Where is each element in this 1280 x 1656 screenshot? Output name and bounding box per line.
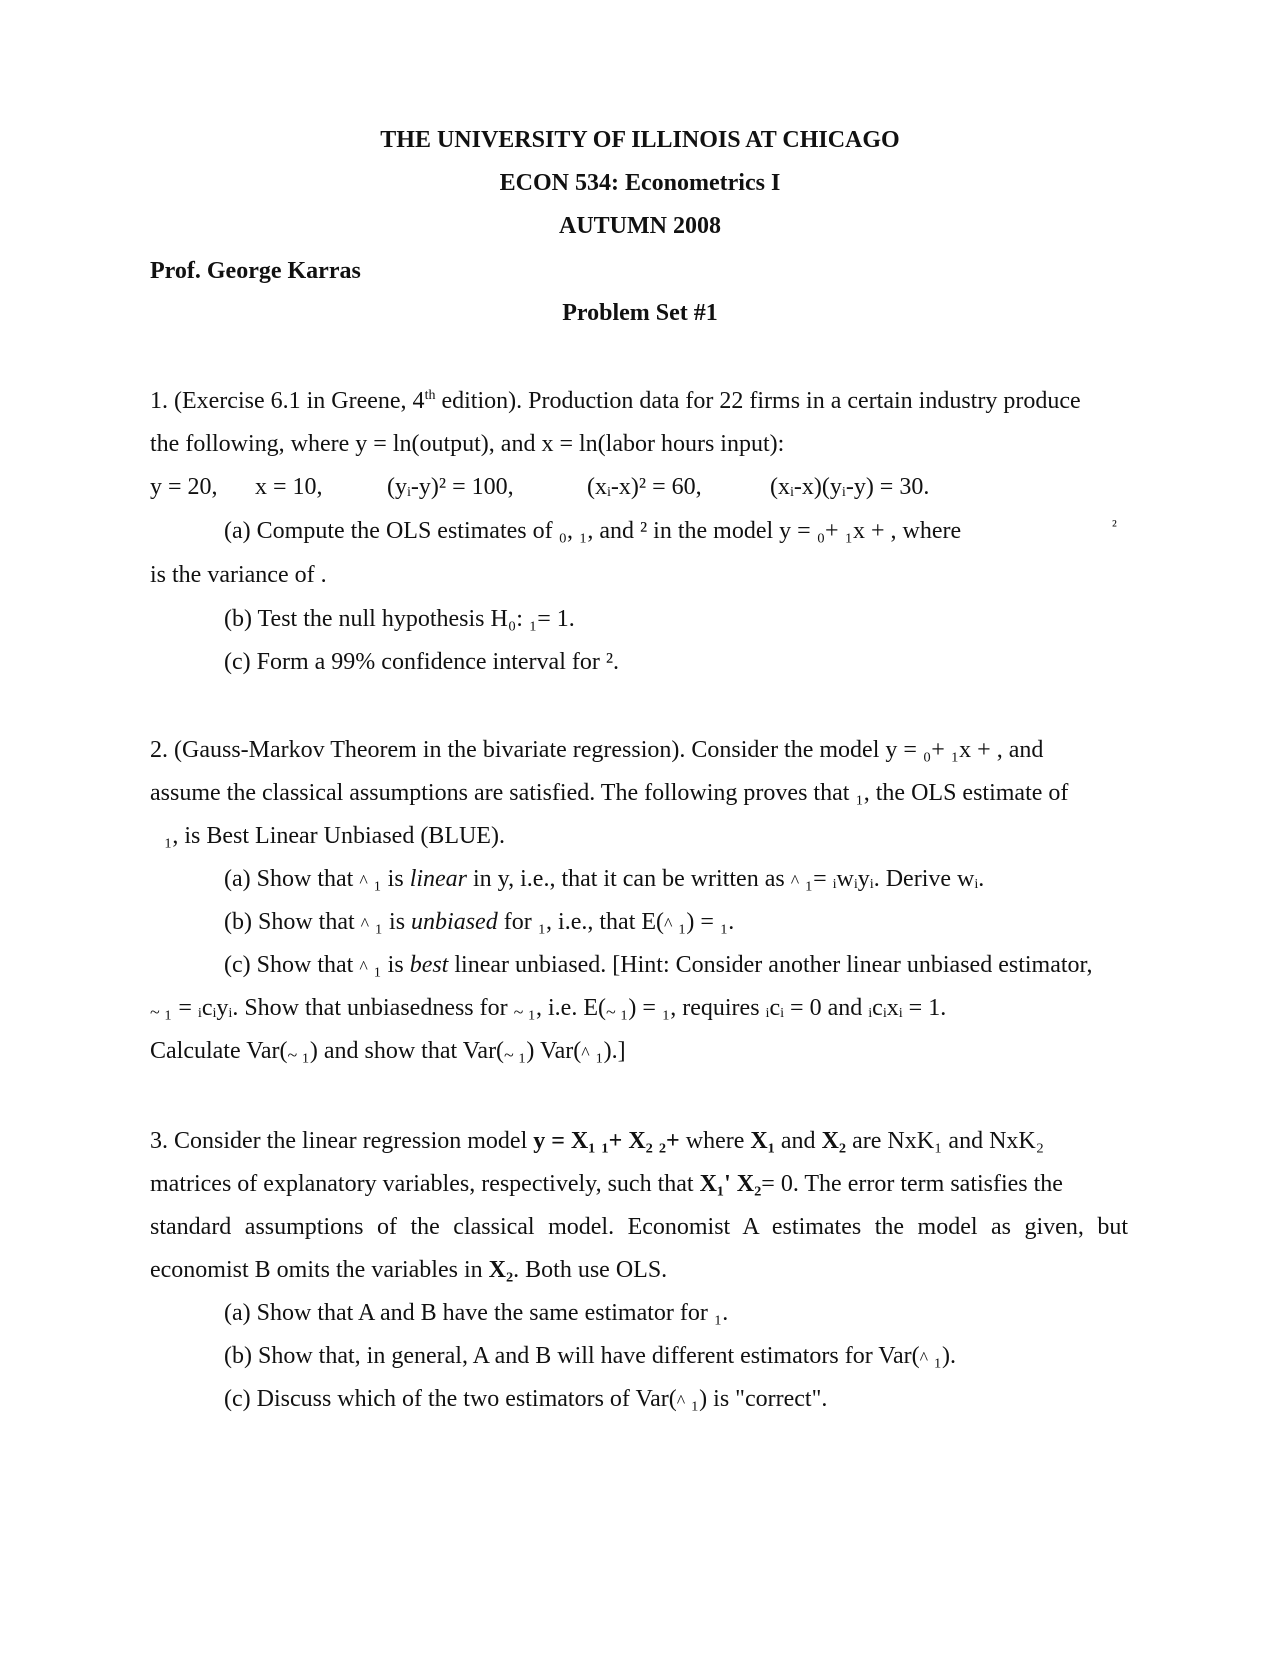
professor-name: Prof. George Karras bbox=[150, 258, 361, 284]
stat-ybar: y = 20, bbox=[150, 474, 218, 500]
problem-2c-cont: ₁ = ᵢcᵢyᵢ. Show that unbiasedness for ₁, i.e. E( ₁) = ₁, requires ᵢcᵢ = 0 and ᵢcᵢxᵢ = 1. bbox=[164, 995, 947, 1021]
problem-1a-cont: is the variance of . bbox=[150, 562, 327, 588]
problem-3-line-3: standard assumptions of the classical model. Economist A estimates the model as given, but bbox=[150, 1214, 1128, 1240]
problem-3-line-1: 3. Consider the linear regression model y = X₁ ₁+ X₂ ₂+ where X₁ and X₂ are NxK₁ and NxK₂ bbox=[150, 1128, 1045, 1154]
problem-1a: (a) Compute the OLS estimates of ₀, ₁, and ² in the model y = ₀+ ₁x + , where bbox=[224, 518, 962, 544]
problem-2-line-2: assume the classical assumptions are satisfied. The following proves that ₁, the OLS estimate of bbox=[150, 780, 1069, 806]
stat-sxy: (xᵢ-x)(yᵢ-y) = 30. bbox=[770, 474, 930, 500]
stat-syy: (yᵢ-y)² = 100, bbox=[387, 474, 514, 500]
problem-1c: (c) Form a 99% confidence interval for ². bbox=[224, 649, 620, 675]
problem-2c-var: Calculate Var( ₁) and show that Var( ₁) Var( ₁).] bbox=[150, 1038, 626, 1064]
problem-1b: (b) Test the null hypothesis H₀: ₁= 1. bbox=[224, 606, 575, 632]
problem-3b: (b) Show that, in general, A and B will have different estimators for Var( ₁). bbox=[224, 1343, 956, 1369]
term: AUTUMN 2008 bbox=[559, 213, 721, 239]
problem-3-line-4: economist B omits the variables in X₂. Both use OLS. bbox=[150, 1257, 668, 1283]
problem-3a: (a) Show that A and B have the same estimator for ₁. bbox=[224, 1300, 729, 1326]
problem-3-line-2: matrices of explanatory variables, respectively, such that X₁' X₂= 0. The error term satisfies the bbox=[150, 1171, 1063, 1197]
problem-1a-superscript: ² bbox=[1112, 518, 1117, 535]
university-name: THE UNIVERSITY OF ILLINOIS AT CHICAGO bbox=[380, 127, 900, 153]
problem-2b: (b) Show that ₁ is unbiased for ₁, i.e., that E( ₁) = ₁. bbox=[224, 909, 735, 935]
stat-xbar: x = 10, bbox=[255, 474, 323, 500]
problem-2a: (a) Show that ₁ is linear in y, i.e., that it can be written as ₁= ᵢwᵢyᵢ. Derive wᵢ. bbox=[224, 866, 985, 892]
stat-sxx: (xᵢ-x)² = 60, bbox=[587, 474, 702, 500]
problem-1-line-1: 1. (Exercise 6.1 in Greene, 4th edition). Production data for 22 firms in a certain industry produce bbox=[150, 388, 1081, 414]
problem-set-title: Problem Set #1 bbox=[562, 300, 718, 326]
course-title: ECON 534: Econometrics I bbox=[499, 170, 781, 196]
problem-1-line-2: the following, where y = ln(output), and x = ln(labor hours input): bbox=[150, 431, 785, 457]
problem-3c: (c) Discuss which of the two estimators of Var( ₁) is "correct". bbox=[224, 1386, 828, 1412]
problem-2-line-1: 2. (Gauss-Markov Theorem in the bivariate regression). Consider the model y = ₀+ ₁x + , and bbox=[150, 737, 1044, 763]
problem-2-line-3: ₁, is Best Linear Unbiased (BLUE). bbox=[164, 823, 505, 849]
problem-2c: (c) Show that ₁ is best linear unbiased. [Hint: Consider another linear unbiased estimator, bbox=[224, 952, 1093, 978]
